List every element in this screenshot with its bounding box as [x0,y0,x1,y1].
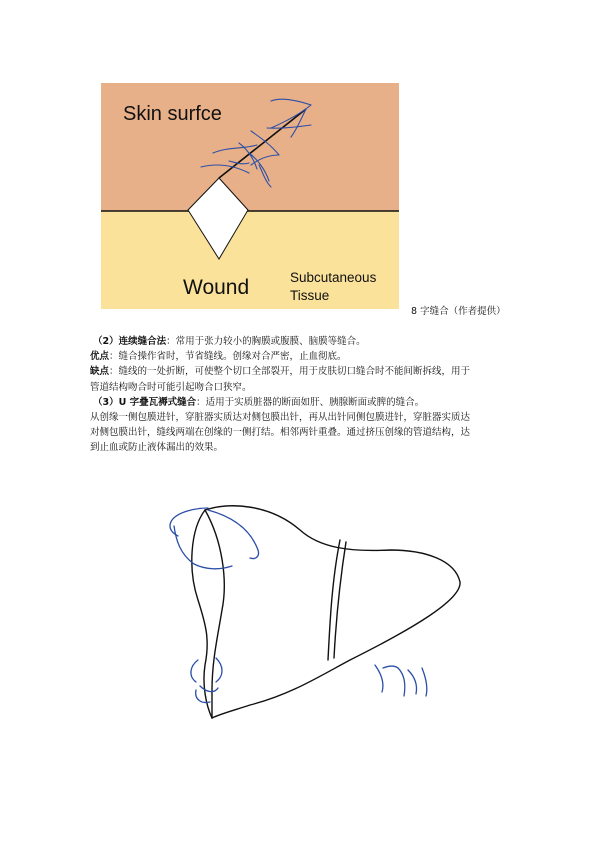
cons-text-2: 管道结构吻合时可能引起吻合口狭窄。 [90,381,252,393]
pros-paragraph [90,349,510,364]
u-text-line3: 到止血或防止液体漏出的效果。 [90,442,224,454]
section-description: ：常用于张力较小的胸膜或腹膜、脑膜等缝合。 [166,336,366,347]
u-section-description: ：适用于实质脏器的断面如肝、胰腺断面或脾的缝合。 [196,396,425,408]
liver-outline [192,506,460,718]
liver-sketch [150,490,470,730]
skin-surface-label: Skin surfce [123,103,222,125]
continuous-suture-paragraph [90,334,510,349]
u-text-line1: 从创缘一侧包膜进针，穿脏器实质达对侧包膜出针，再从出针同侧包膜进针，穿脏器实质达 [90,412,471,424]
u-section-heading: （3）U 字叠瓦褥式缝合 [93,396,197,408]
subcutaneous-label-line2: Tissue [290,288,330,303]
pros-label: 优点 [90,351,110,363]
u-suture-paragraph [90,395,510,410]
suture-diagram [101,83,399,309]
wound-label: Wound [183,276,250,299]
cons-label: 缺点 [90,366,110,378]
figure-caption: 8 字缝合（作者提供） [411,306,506,317]
wound-diamond [188,178,248,259]
cons-text-1: ：缝线的一处折断，可使整个切口全部裂开，用于皮肤切口缝合时不能间断拆线，用于 [109,366,471,378]
pros-text: ：缝合操作省时，节省缝线。创缘对合严密，止血彻底。 [109,351,347,363]
subcutaneous-label-line1: Subcutaneous [290,270,377,285]
section-heading: （2）连续缝合法 [93,336,167,347]
u-text-line2: 对侧包膜出针，缝线两端在创缘的一侧打结。相邻两针重叠。通过挤压创缘的管道结构，达 [90,427,471,439]
subcutaneous-label [290,269,376,305]
blue-suture-strokes [170,508,427,703]
body-text [90,334,510,456]
cons-paragraph [90,364,510,379]
